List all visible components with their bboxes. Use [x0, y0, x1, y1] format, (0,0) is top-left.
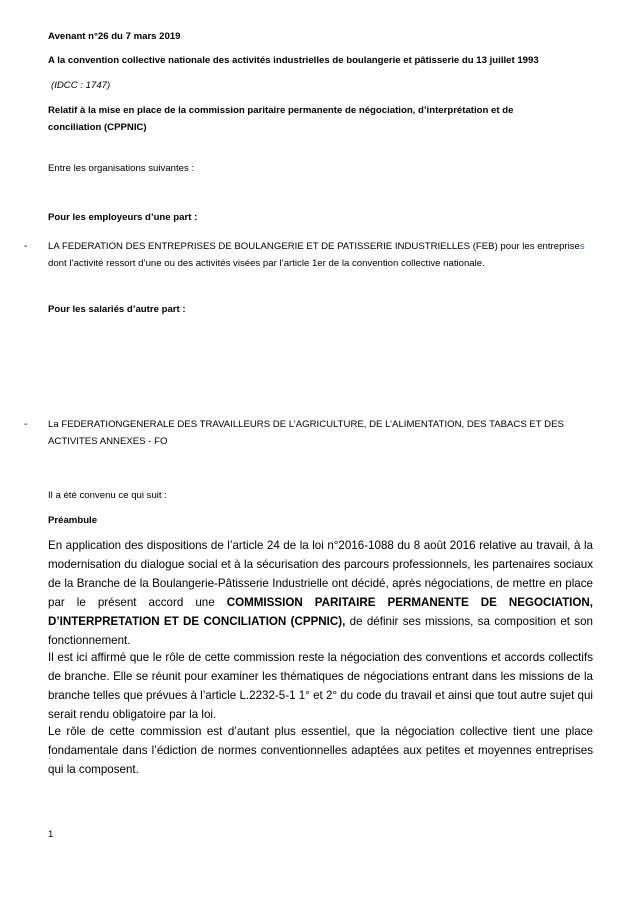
employers-org-line-2: dont l’activité ressort d’une ou des activités visées par l’article 1er de la convention collective nationale. [48, 258, 485, 269]
intro-text: Entre les organisations suivantes : [48, 163, 195, 174]
preamble-paragraph-2: Il est ici affirmé que le rôle de cette commission reste la négociation des conventions et accords collectifs de branche. Elle se réunit pour examiner les thématiques de négociations entrant dans les missions de la branche telles que prévues à l’article L.2232-5-1 1° et 2° du code du travail et ainsi que tout autre sujet qui serait rendu obligatoire par la loi. [48, 651, 593, 721]
agreed-text: Il a été convenu ce qui suit : [48, 490, 167, 501]
list-dash: - [24, 419, 28, 430]
preamble-paragraph-3: Le rôle de cette commission est d’autant plus essentiel, que la négociation collective tient une place fondamentale dans l’édiction de normes conventionnelles adaptées aux petites et moyennes entreprises qui la composent. [48, 725, 593, 776]
employees-org-line-2: ACTIVITES ANNEXES - FO [48, 436, 168, 447]
preamble-paragraph-1 [48, 536, 593, 650]
document-title: Avenant n°26 du 7 mars 2019 [48, 31, 181, 42]
subject-line-2: conciliation (CPPNIC) [48, 122, 147, 133]
employers-org-tail: s [579, 241, 585, 252]
employers-org-text: LA FEDERATION DES ENTREPRISES DE BOULANGERIE ET DE PATISSERIE INDUSTRIELLES (FEB) pour les entreprise [48, 241, 580, 252]
employees-heading: Pour les salariés d’autre part : [48, 304, 186, 315]
employees-org-line-1: La FEDERATIONGENERALE DES TRAVAILLEURS DE L’AGRICULTURE, DE L’ALIMENTATION, DES TABACS ET DES [48, 419, 564, 430]
page-number: 1 [48, 829, 54, 840]
preamble-p1-text: En application des dispositions de l’article 24 de la loi n°2016-1088 du 8 août 2016 relative au travail, à la modernisation du dialogue social et à la sécurisation des parcours professionnels, les partenaires sociaux de la Branche de la Boulangerie-Pâtisserie Industrielle ont décidé, après négociations, de mettre en place par le présent accord une [48, 539, 593, 609]
employers-org-line-1 [48, 238, 585, 255]
preamble-p1-end: de définir ses missions, sa composition et son fonctionnement. [48, 615, 594, 647]
list-dash: - [24, 241, 28, 252]
preamble-p1-bold: COMMISSION PARITAIRE PERMANENTE DE NEGOCIATION, D’INTERPRETATION ET DE CONCILIATION (CPPNIC), [48, 596, 594, 628]
preamble-heading: Préambule [48, 515, 98, 526]
subject-line-1: Relatif à la mise en place de la commission paritaire permanente de négociation, d’interprétation et de [48, 105, 514, 116]
employers-heading: Pour les employeurs d’une part : [48, 212, 198, 223]
idcc-reference: (IDCC : 1747) [51, 80, 111, 91]
convention-title: A la convention collective nationale des activités industrielles de boulangerie et pâtisserie du 13 juillet 1993 [48, 55, 539, 66]
